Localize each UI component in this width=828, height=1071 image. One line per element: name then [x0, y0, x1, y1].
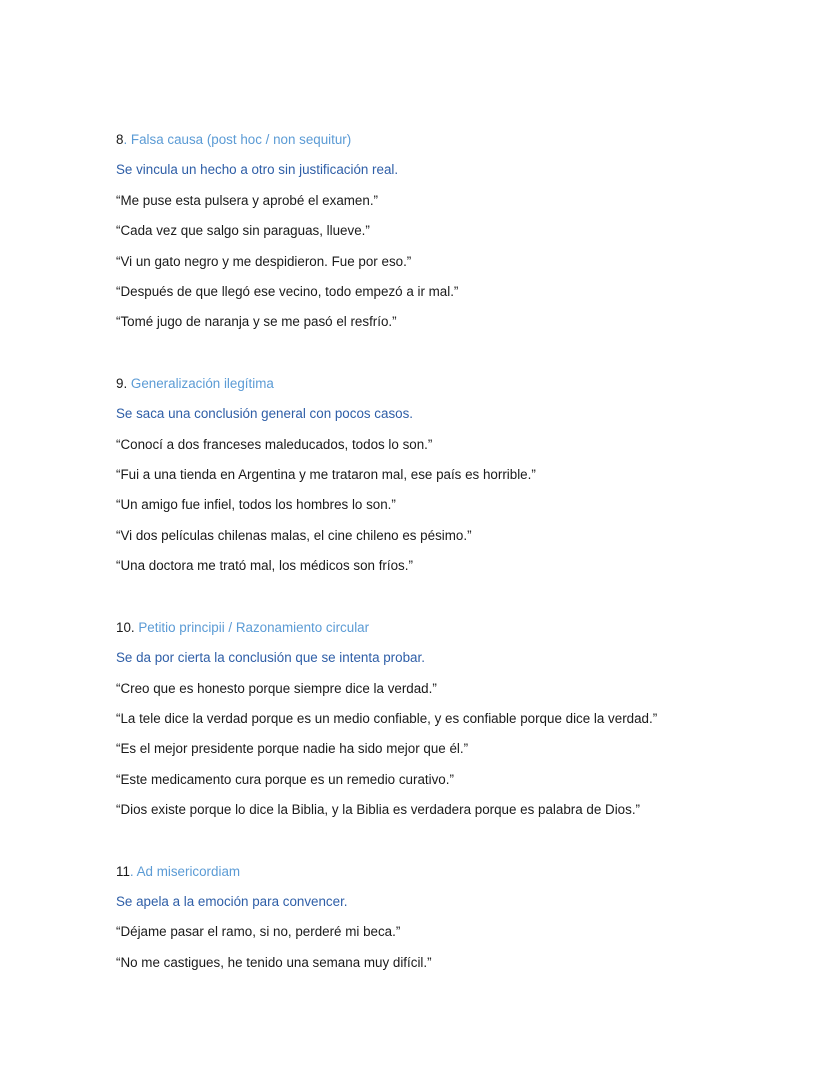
example-quote: “Creo que es honesto porque siempre dice la verdad.”: [116, 680, 437, 696]
section-heading: [116, 613, 768, 643]
section-number: 10.: [116, 619, 135, 635]
section-title: Generalización ilegítima: [130, 375, 274, 391]
section-description: Se da por cierta la conclusión que se intenta probar.: [116, 650, 425, 666]
example-quote: “Vi dos películas chilenas malas, el cine chileno es pésimo.”: [116, 527, 472, 543]
fallacy-section-10: [116, 613, 768, 826]
example-quote: “Vi un gato negro y me despidieron. Fue por eso.”: [116, 253, 412, 269]
example-quote: “Dios existe porque lo dice la Biblia, y la Biblia es verdadera porque es palabra de Dios.”: [116, 802, 641, 818]
example-quote: “Una doctora me trató mal, los médicos son fríos.”: [116, 558, 413, 574]
example-quote: “Me puse esta pulsera y aprobé el examen.”: [116, 192, 379, 208]
example-quote: “La tele dice la verdad porque es un medio confiable, y es confiable porque dice la verdad.”: [116, 710, 658, 726]
example-quote: “Cada vez que salgo sin paraguas, llueve.”: [116, 223, 370, 239]
section-number: 8: [116, 132, 124, 147]
section-title: Petitio principii / Razonamiento circular: [138, 619, 370, 635]
section-heading: [116, 857, 768, 887]
example-quote: “Conocí a dos franceses maleducados, todos lo son.”: [116, 436, 433, 452]
section-description: Se vincula un hecho a otro sin justificación real.: [116, 162, 399, 178]
fallacy-section-11: [116, 857, 768, 979]
section-heading: [116, 125, 768, 155]
separator: .: [123, 132, 131, 147]
fallacy-section-8: [116, 125, 768, 338]
example-quote: “No me castigues, he tenido una semana muy difícil.”: [116, 954, 432, 970]
section-heading: [116, 369, 768, 399]
section-number: 11: [116, 863, 130, 879]
example-quote: “Déjame pasar el ramo, si no, perderé mi beca.”: [116, 924, 401, 940]
section-title: Falsa causa (post hoc / non sequitur): [130, 132, 352, 147]
example-quote: “Este medicamento cura porque es un remedio curativo.”: [116, 771, 454, 787]
section-number: 9.: [116, 375, 128, 391]
example-quote: “Tomé jugo de naranja y se me pasó el resfrío.”: [116, 314, 397, 330]
example-quote: “Es el mejor presidente porque nadie ha sido mejor que él.”: [116, 741, 469, 757]
section-description: Se saca una conclusión general con pocos casos.: [116, 406, 414, 422]
section-description: Se apela a la emoción para convencer.: [116, 893, 348, 909]
example-quote: “Después de que llegó ese vecino, todo empezó a ir mal.”: [116, 284, 459, 300]
example-quote: “Fui a una tienda en Argentina y me trataron mal, ese país es horrible.”: [116, 467, 536, 483]
section-title: Ad misericordiam: [136, 863, 241, 879]
separator: .: [129, 863, 137, 879]
fallacy-section-9: [116, 369, 768, 582]
example-quote: “Un amigo fue infiel, todos los hombres lo son.”: [116, 497, 396, 513]
